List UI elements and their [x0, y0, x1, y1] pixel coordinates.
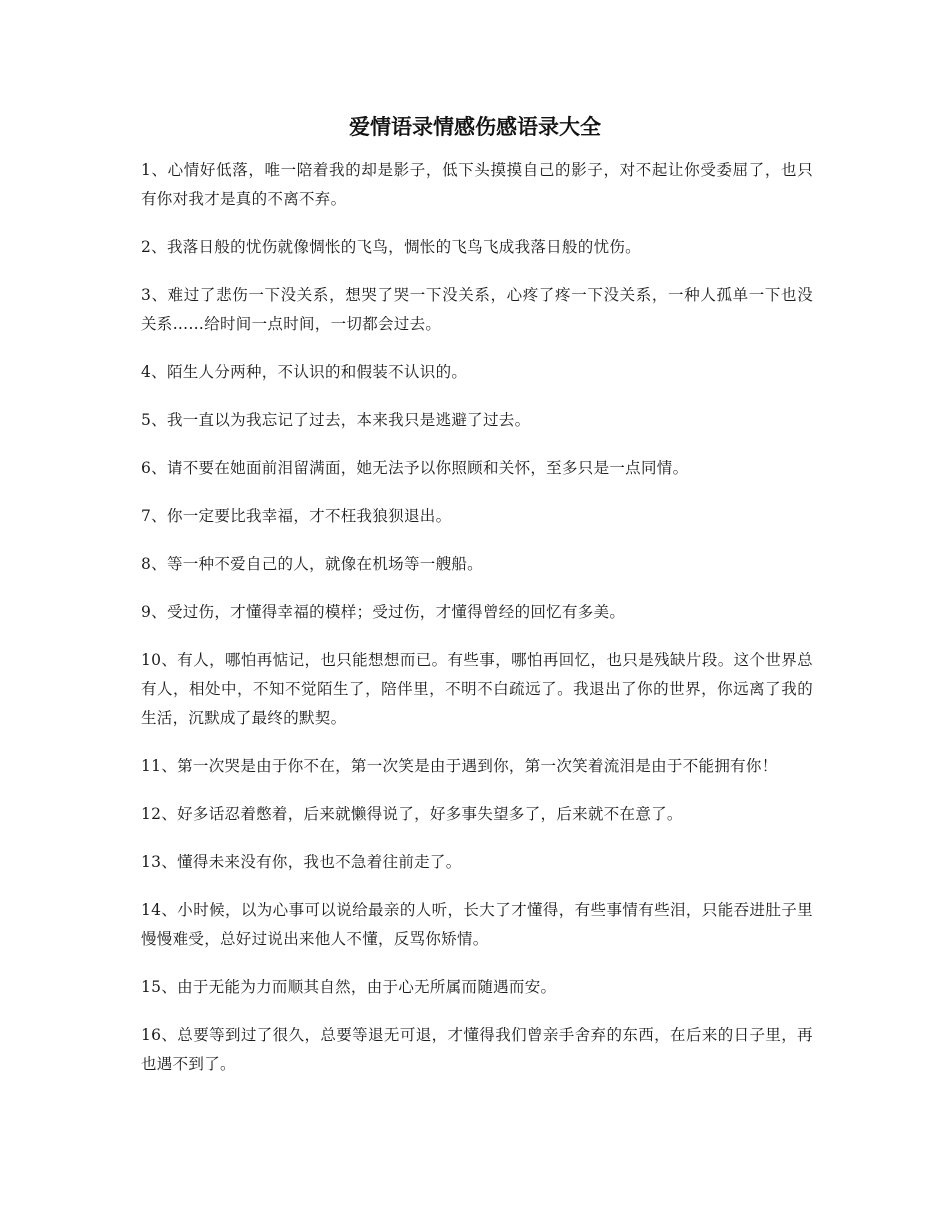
quote-item: 12、好多话忍着憋着，后来就懒得说了，好多事失望多了，后来就不在意了。	[141, 805, 683, 823]
quote-item: 8、等一种不爱自己的人，就像在机场等一艘船。	[141, 555, 483, 573]
quote-item: 14、小时候，以为心事可以说给最亲的人听，长大了才懂得，有些事情有些泪，只能吞进肚子里慢慢难受，总好过说出来他人不懂，反骂你矫情。	[141, 901, 813, 948]
quote-item: 13、懂得未来没有你，我也不急着往前走了。	[141, 853, 462, 871]
quote-item: 9、受过伤，才懂得幸福的模样；受过伤，才懂得曾经的回忆有多美。	[141, 603, 626, 621]
quote-item: 1、心情好低落，唯一陪着我的却是影子，低下头摸摸自己的影子，对不起让你受委屈了，也只有你对我才是真的不离不弃。	[141, 161, 813, 208]
quote-item: 6、请不要在她面前泪留满面，她无法予以你照顾和关怀，至多只是一点同情。	[141, 459, 689, 477]
quote-item: 10、有人，哪怕再惦记，也只能想想而已。有些事，哪怕再回忆，也只是残缺片段。这个世界总有人，相处中，不知不觉陌生了，陪伴里，不明不白疏远了。我退出了你的世界，你远离了我的生活，沉默成了最终的默契。	[141, 651, 813, 727]
quote-item: 15、由于无能为力而顺其自然，由于心无所属而随遇而安。	[141, 978, 557, 996]
document-title: 爱情语录情感伤感语录大全	[349, 115, 601, 139]
quote-item: 7、你一定要比我幸福，才不枉我狼狈退出。	[141, 507, 452, 525]
quote-item: 5、我一直以为我忘记了过去，本来我只是逃避了过去。	[141, 411, 531, 429]
quote-item: 16、总要等到过了很久，总要等退无可退，才懂得我们曾亲手舍弃的东西，在后来的日子里，再也遇不到了。	[141, 1026, 813, 1073]
quote-item: 3、难过了悲伤一下没关系，想哭了哭一下没关系，心疼了疼一下没关系，一种人孤单一下也没关系……给时间一点时间，一切都会过去。	[141, 286, 813, 333]
quote-item: 11、第一次哭是由于你不在，第一次笑是由于遇到你，第一次笑着流泪是由于不能拥有你！	[141, 757, 778, 775]
quote-item: 2、我落日般的忧伤就像惆怅的飞鸟，惆怅的飞鸟飞成我落日般的忧伤。	[141, 238, 641, 256]
quote-item: 4、陌生人分两种，不认识的和假装不认识的。	[141, 363, 468, 381]
quote-list	[141, 156, 813, 1098]
